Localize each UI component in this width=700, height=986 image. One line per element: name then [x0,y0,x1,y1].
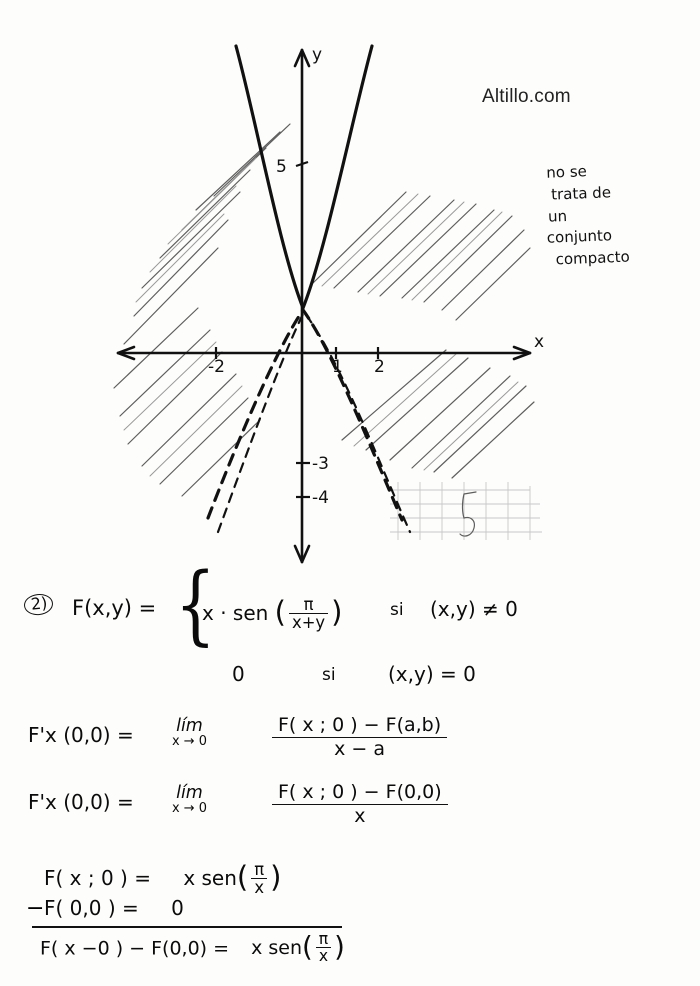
derivative-1-quotient: $\frac{F( x ; 0 ) - F(a,b)}{x - a}$ [268,715,451,761]
parabola-down-dashed [208,310,402,520]
comp-1-open-paren: ( [236,860,249,895]
axis-label-y: y [312,45,323,65]
brace-left: { [174,555,216,655]
case-1-si: si [390,600,404,620]
graph-canvas [90,20,560,570]
comp-3-open-paren: ( [302,931,313,964]
derivative-1-limit: lím x → 0 [172,716,207,750]
hand-drawn-graph [90,20,560,570]
tick-label-x-1: 1 [332,357,343,377]
pencil-five-top [464,492,476,494]
margin-note-line-1: no se [546,162,588,182]
tick-label-y-5: 5 [276,157,287,177]
comp-3-close-paren: ) [334,931,345,964]
case-1-expression: x · sen ( $\frac{\pi}{x+y}$ ) [202,595,343,633]
derivative-2-limit: lím x → 0 [172,783,207,817]
derivative-2-lhs: F'x (0,0) = [28,790,134,814]
case-2-si: si [322,665,336,685]
tick-label-x-2: 2 [374,357,385,377]
case-1-condition: (x,y) ≠ 0 [430,597,518,621]
watermark-altillo: Altillo.com [482,86,571,107]
margin-note-line-4: conjunto [546,226,613,247]
case-2-expression: 0 [232,662,245,686]
margin-note-line-5: compacto [555,247,631,269]
hatching-lower-left [114,308,260,496]
computation-line-2: F( 0,0 ) = 0 [44,896,184,920]
case-1-close-paren: ) [331,595,343,630]
parabola-up-solid [236,46,372,308]
margin-note [546,157,690,271]
problem-number: 2) [24,590,53,615]
faint-grid [390,482,542,540]
computation-minus-operator: − [26,896,45,921]
pencil-five-mark [460,494,474,536]
computation-line-1: F( x ; 0 ) = x sen( $\frac{\pi}{x}$ ) [44,860,282,898]
case-1-fraction: $\frac{\pi}{x+y}$ [289,596,328,631]
margin-note-line-2: trata de [550,183,612,204]
computation-line-3: F( x −0 ) − F(0,0) = x sen( $\frac{\pi}{x}$ ) [40,930,345,966]
case-2-condition: (x,y) = 0 [388,662,476,686]
hatching-upper-left [124,124,290,344]
tick-label-y-neg4: -4 [312,488,329,508]
tick-label-x-neg2: -2 [208,357,225,377]
function-definition-lhs: F(x,y) = [72,596,157,620]
derivative-2-quotient: $\frac{F( x ; 0 ) - F(0,0)}{x}$ [268,782,452,828]
comp-3-fraction: $\frac{\pi}{x}$ [316,931,331,965]
hatching-upper-right [312,192,530,320]
derivative-1-lhs: F'x (0,0) = [28,723,134,747]
comp-1-close-paren: ) [270,860,282,895]
axis-label-x: x [534,332,545,352]
computation-horizontal-rule [32,926,342,928]
hatching-upper-left-faint [136,158,256,302]
margin-note-line-3: un [547,206,568,226]
comp-1-fraction: $\frac{\pi}{x}$ [251,861,267,896]
tick-label-y-neg3: -3 [312,454,329,474]
case-1-open-paren: ( [274,595,286,630]
